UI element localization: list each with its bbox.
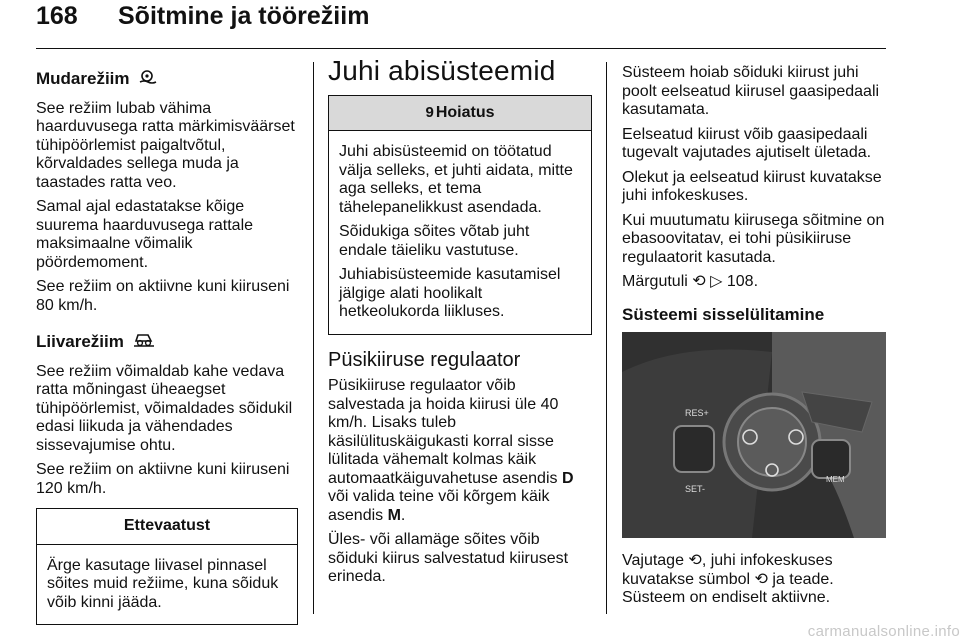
warning-triangle-icon: 9: [425, 103, 434, 121]
mud-mode-heading: [36, 70, 298, 90]
column-2: [328, 55, 592, 593]
press-text-c: ja teade. Süsteem on endiselt aktiivne.: [622, 570, 834, 606]
page-title: Sõitmine ja töörežiim: [118, 2, 370, 30]
caution-title: Ettevaatust: [37, 509, 297, 545]
press-text-b: , juhi infokeskuses kuvatakse sümbol: [622, 552, 833, 588]
page-ref-icon: ▷: [710, 273, 723, 290]
wheel-mud-icon: [138, 70, 158, 90]
warning-p2: Sõidukiga sõites võtab juht endale täieliku vastutuse.: [339, 223, 530, 259]
mem-label: MEM: [826, 475, 845, 484]
column-divider-2: [606, 62, 607, 614]
cruise-control-heading: Püsikiiruse regulaator: [328, 348, 521, 371]
warning-header: [329, 96, 591, 132]
column-1: [36, 70, 298, 625]
col3-p3: Olekut ja eelseatud kiirust kuvatakse juhi infokeskuses.: [622, 168, 882, 204]
press-text: Vajutage: [622, 552, 689, 569]
col3-p5: [622, 273, 888, 292]
set-label: SET-: [685, 484, 706, 494]
cruise-p1-text-a: Püsikiiruse regulaator võib salvestada ja hoida kiirusi üle 40 km/h. Lisaks tuleb käsilülituskäigukasti korral sisse lülitada vähemalt kolmas käik automaatkäiguvahetuse asendis: [328, 377, 562, 487]
gear-d-label: D: [561, 469, 574, 487]
steering-wheel-controls-image: [622, 332, 886, 538]
sand-mode-heading: [36, 331, 298, 353]
sand-mode-heading-text: Liivarežiim: [36, 332, 124, 351]
cruise-control-p2: Üles- või allamäge sõites võib sõiduki kiirus salvestatud kiirusest erineda.: [328, 531, 569, 585]
cruise-p1-text-e: .: [400, 506, 406, 524]
cruise-p1-text-c: või valida teine või kõrgem käik asendis: [328, 488, 550, 524]
sand-mode-p2: See režiim on aktiivne kuni kiiruseni 120 km/h.: [36, 461, 290, 497]
column-divider-1: [313, 62, 314, 614]
caution-box: [36, 508, 298, 625]
col3-p1: Süsteem hoiab sõiduki kiirust juhi poolt eelseatud kiirusel gaasipedaali kasutamata.: [622, 64, 880, 118]
cruise-control-icon: ⟲: [692, 273, 706, 290]
col3-p2: Eelseatud kiirust võib gaasipedaali tugevalt vajutades ajutiselt ületada.: [622, 125, 872, 161]
col3-p4: Kui muutumatu kiirusega sõitmine on ebasoovitatav, ei tohi püsikiiruse regulaatorit kasutada.: [622, 211, 885, 266]
gear-m-label: M: [387, 506, 401, 524]
col3-p6: [622, 552, 888, 608]
warning-p1: Juhi abisüsteemid on töötatud välja selleks, et juhti aidata, mitte aga selleks, et tema tähelepanelikkust asendada.: [339, 143, 573, 216]
header-divider: [36, 48, 886, 49]
mud-mode-heading-text: Mudarežiim: [36, 69, 130, 88]
warning-title: Hoiatus: [435, 103, 495, 121]
cruise-control-icon: ⟲: [688, 552, 702, 569]
activation-heading: Süsteemi sisselülitamine: [622, 304, 825, 324]
cruise-control-icon: ⟲: [754, 570, 768, 588]
caution-body: [37, 545, 297, 625]
mud-mode-p3: See režiim on aktiivne kuni kiiruseni 80 km/h.: [36, 278, 290, 314]
page-number: 168: [36, 2, 78, 30]
cruise-control-p1: [328, 377, 592, 525]
warning-box: [328, 95, 592, 335]
indicator-page-ref: 108.: [722, 273, 759, 290]
watermark: carmanualsonline.info: [807, 623, 960, 640]
mud-mode-p2: Samal ajal edastatakse kõige suurema haarduvusega rattale maksimaalne võimalik pöördemoment.: [36, 198, 254, 271]
mud-mode-p1: See režiim lubab vähima haarduvusega ratta märkimisväärset tühipöörlemist paigaltvõtul, kõrvaldades sellega muda ja taastades ratta veo.: [36, 99, 295, 191]
warning-body: [329, 131, 591, 334]
indicator-text: Märgutuli: [622, 273, 693, 290]
caution-text: Ärge kasutage liivasel pinnasel sõites muid režiime, kuna sõiduk võib kinni jääda.: [47, 556, 279, 611]
driver-assistance-heading: Juhi abisüsteemid: [328, 55, 556, 86]
warning-p3: Juhiabisüsteemide kasutamisel jälgige alati hoolikalt hetkeolukorda liikluses.: [339, 266, 561, 320]
column-3: [622, 64, 888, 614]
car-sand-icon: [133, 331, 155, 353]
res-label: RES+: [685, 408, 709, 418]
sand-mode-p1: See režiim võimaldab kahe vedava ratta mõningast üheaegset tühipöörlemist, võimaldades sõidukil edasi liikuda ja vähendades sissevajumise ohtu.: [36, 362, 293, 454]
